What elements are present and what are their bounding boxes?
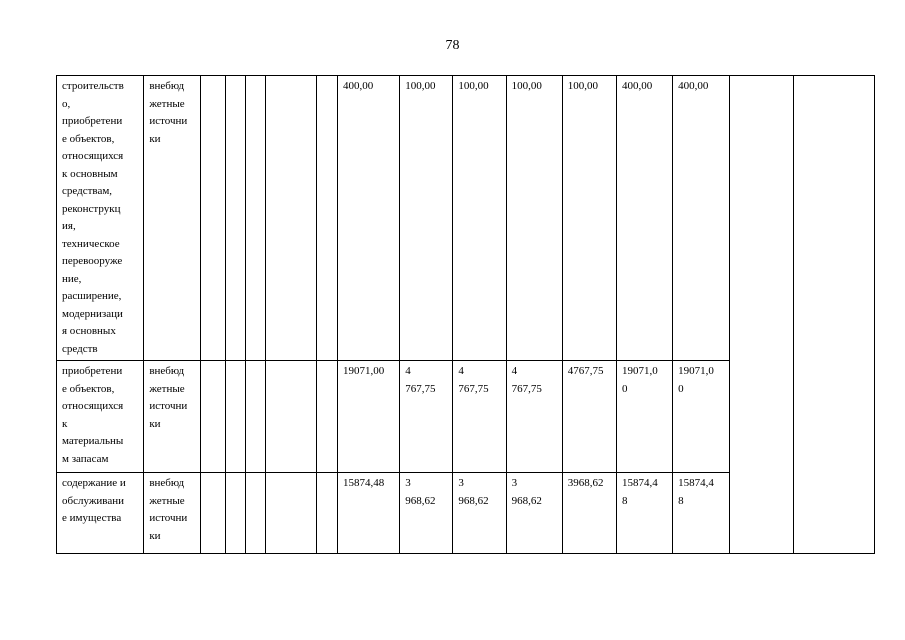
empty-cell — [245, 473, 265, 554]
empty-cell — [200, 76, 225, 361]
empty-cell — [316, 473, 337, 554]
year-2-cell — [453, 76, 506, 361]
sum-b-cell — [673, 473, 730, 554]
empty-cell — [265, 76, 316, 361]
year-2-cell — [453, 361, 506, 473]
year-3-value: 100,00 — [511, 80, 542, 92]
table-row — [57, 76, 875, 361]
year-2-value: 4 767,75 — [458, 365, 489, 395]
sum-a-value: 19071,0 0 — [621, 365, 658, 395]
year-3-value: 4 767,75 — [511, 365, 542, 395]
year-1-cell — [400, 361, 453, 473]
sum-a-value: 400,00 — [621, 80, 653, 92]
activity-name-cell — [57, 473, 144, 554]
year-1-value: 4 767,75 — [405, 365, 436, 395]
activity-name: содержание и обслуживани е имущества — [62, 477, 126, 524]
activity-name: приобретени е объектов, относящихся к материальны м запасам — [62, 365, 124, 465]
budget-table — [56, 75, 875, 554]
funding-source: внебюд жетные источни ки — [149, 80, 188, 145]
year-1-value: 3 968,62 — [405, 477, 436, 507]
activity-name-cell — [57, 76, 144, 361]
year-2-value: 3 968,62 — [458, 477, 489, 507]
funding-source: внебюд жетные источни ки — [149, 477, 188, 542]
year-4-cell — [562, 361, 616, 473]
sum-b-value: 400,00 — [678, 80, 709, 92]
total-value: 15874,48 — [342, 477, 385, 489]
empty-cell — [225, 76, 245, 361]
year-4-value: 3968,62 — [567, 477, 604, 489]
sum-b-value: 15874,4 8 — [678, 477, 714, 507]
funding-source-cell — [144, 76, 200, 361]
funding-source-cell — [144, 473, 200, 554]
empty-cell — [245, 361, 265, 473]
sum-a-cell — [616, 361, 672, 473]
year-1-value: 100,00 — [405, 80, 436, 92]
total-cell — [337, 361, 399, 473]
empty-cell — [225, 361, 245, 473]
empty-cell — [200, 473, 225, 554]
year-3-value: 3 968,62 — [511, 477, 542, 507]
funding-source: внебюд жетные источни ки — [149, 365, 188, 430]
empty-cell — [793, 76, 874, 554]
year-4-value: 100,00 — [567, 80, 599, 92]
year-2-value: 100,00 — [458, 80, 489, 92]
year-3-cell — [506, 473, 562, 554]
sum-a-cell — [616, 473, 672, 554]
activity-name-cell — [57, 361, 144, 473]
empty-cell — [200, 361, 225, 473]
sum-b-cell — [673, 361, 730, 473]
sum-a-cell — [616, 76, 672, 361]
year-1-cell — [400, 76, 453, 361]
year-4-value: 4767,75 — [567, 365, 604, 377]
total-cell — [337, 76, 399, 361]
empty-cell — [316, 76, 337, 361]
year-3-cell — [506, 76, 562, 361]
sum-a-value: 15874,4 8 — [621, 477, 658, 507]
empty-cell — [265, 361, 316, 473]
year-1-cell — [400, 473, 453, 554]
empty-cell — [225, 473, 245, 554]
page-number: 78 — [445, 38, 460, 53]
year-3-cell — [506, 361, 562, 473]
total-cell — [337, 473, 399, 554]
funding-source-cell — [144, 361, 200, 473]
sum-b-cell — [673, 76, 730, 361]
year-2-cell — [453, 473, 506, 554]
total-value: 19071,00 — [342, 365, 385, 377]
total-value: 400,00 — [342, 80, 374, 92]
year-4-cell — [562, 473, 616, 554]
activity-name: строительств о, приобретени е объектов, относящихся к основным средствам, реконструкц ия, техническое перевооруже ние, расширение, модернизаци я основных средств — [62, 80, 124, 355]
sum-b-value: 19071,0 0 — [678, 365, 714, 395]
year-4-cell — [562, 76, 616, 361]
empty-cell — [730, 76, 793, 554]
empty-cell — [265, 473, 316, 554]
empty-cell — [245, 76, 265, 361]
empty-cell — [316, 361, 337, 473]
